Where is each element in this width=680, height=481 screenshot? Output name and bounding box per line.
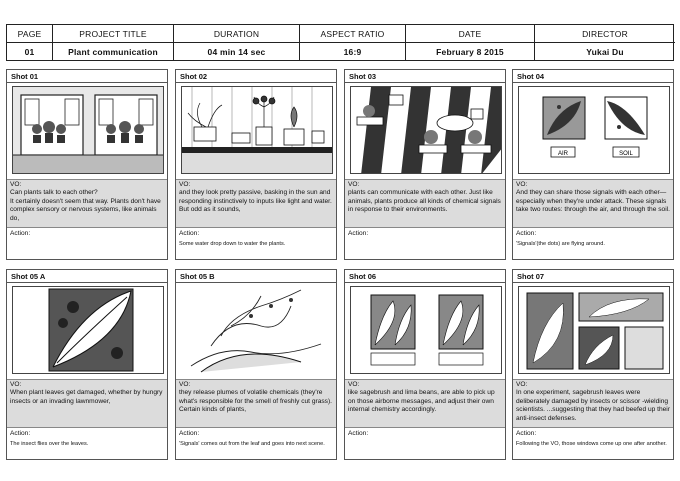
- shot-sketch-damaged-leaves: [12, 286, 164, 374]
- shot-title: Shot 06: [345, 270, 505, 283]
- shot-panel: [512, 269, 674, 460]
- header-value-date: February 8 2015: [406, 43, 535, 61]
- sketch-label-air: AIR: [557, 151, 569, 157]
- shot-voiceover: [176, 179, 336, 228]
- shot-voiceover: [513, 179, 673, 228]
- shot-panel: [512, 69, 674, 260]
- action-text: 'Signals' comes out from the leaf and goes into next scene.: [179, 441, 325, 447]
- action-label: Action:: [348, 230, 369, 237]
- vo-text: and they look pretty passive, basking in the sun and responding instinctively to inputs like light and water. But odd as it sounds,: [179, 189, 332, 214]
- header-label-date: DATE: [406, 25, 535, 43]
- vo-text: When plant leaves get damaged, whether by hungry insects or an invading lawnmower,: [10, 389, 163, 405]
- shot-action: [7, 429, 167, 459]
- action-label: Action:: [10, 430, 31, 437]
- header-value-director: Yukai Du: [586, 47, 624, 57]
- vo-label: VO:: [516, 381, 528, 388]
- action-label: Action:: [10, 230, 31, 237]
- storyboard-header: [6, 24, 674, 61]
- vo-text: like sagebrush and lima beans, are able to pick up on those airborne messages, and adjust their own internal chemistry accordingly.: [348, 389, 495, 414]
- shot-panel: [6, 69, 168, 260]
- shot-voiceover: [7, 379, 167, 428]
- shot-title: Shot 04: [513, 70, 673, 83]
- header-label-director: DIRECTOR: [535, 25, 675, 43]
- shot-voiceover: [345, 179, 505, 228]
- shot-sketch-multiple-windows: [518, 286, 670, 374]
- shot-action: [513, 229, 673, 259]
- header-value-aspect-ratio: 16:9: [300, 43, 406, 61]
- shot-sketch-plant-shelves: [350, 86, 502, 174]
- action-label: Action:: [179, 430, 200, 437]
- header-label-project-title: PROJECT TITLE: [53, 25, 174, 43]
- header-value-duration: 04 min 14 sec: [174, 43, 300, 61]
- vo-label: VO:: [348, 381, 360, 388]
- shot-panel: [175, 69, 337, 260]
- shot-action: [176, 229, 336, 259]
- shot-title: Shot 02: [176, 70, 336, 83]
- vo-text: plants can communicate with each other. Just like animals, plants produce all kinds of chemical signals in response to their environments.: [348, 189, 501, 214]
- shot-panel: [344, 69, 506, 260]
- shot-action: [7, 229, 167, 259]
- shot-panel: [175, 269, 337, 460]
- vo-text: they release plumes of volatile chemicals (they're what's responsible for the smell of freshly cut grass). Certain kinds of plants,: [179, 389, 332, 414]
- shot-action: [513, 429, 673, 459]
- vo-text: In one experiment, sagebrush leaves were deliberately damaged by insects or scissor -wielding scientists. ...suggesting that they had beefed up their anti-insect defenses.: [516, 389, 670, 422]
- action-text: Some water drop down to water the plants.: [179, 241, 286, 247]
- action-label: Action:: [348, 430, 369, 437]
- header-label-duration: DURATION: [174, 25, 300, 43]
- shot-sketch-windows: [12, 86, 164, 174]
- vo-text: And they can share those signals with each other—especially when they're under attack. These signals take two routes: through the air, and through the soil.: [516, 189, 670, 214]
- vo-label: VO:: [179, 181, 191, 188]
- action-label: Action:: [516, 430, 537, 437]
- shot-title: Shot 07: [513, 270, 673, 283]
- vo-label: VO:: [348, 181, 360, 188]
- shot-sketch-two-windows: [350, 286, 502, 374]
- shot-sketch-chemical-plumes: [181, 286, 333, 374]
- action-label: Action:: [516, 230, 537, 237]
- shot-sketch-potted-plants: [181, 86, 333, 174]
- vo-label: VO:: [179, 381, 191, 388]
- vo-label: VO:: [10, 181, 22, 188]
- shot-panel: [344, 269, 506, 460]
- shot-title: Shot 05 B: [176, 270, 336, 283]
- shot-action: [345, 229, 505, 259]
- header-value-page: 01: [7, 43, 53, 61]
- shot-title: Shot 03: [345, 70, 505, 83]
- action-text: The insect flies over the leaves.: [10, 441, 89, 447]
- action-text: Following the VO, those windows come up one after another.: [516, 441, 667, 447]
- vo-text: Can plants talk to each other? It certainly doesn't seem that way. Plants don't have complex sensory or nervous systems, like animals do,: [10, 189, 161, 222]
- shot-action: [176, 429, 336, 459]
- action-label: Action:: [179, 230, 200, 237]
- header-value-project-title: Plant communication: [53, 43, 174, 61]
- shot-voiceover: [513, 379, 673, 428]
- shot-voiceover: [345, 379, 505, 428]
- sketch-label-soil: SOIL: [619, 151, 633, 157]
- action-text: 'Signals'(the dots) are flying around.: [516, 241, 605, 247]
- vo-label: VO:: [10, 381, 22, 388]
- header-label-aspect-ratio: ASPECT RATIO: [300, 25, 406, 43]
- shot-voiceover: [7, 179, 167, 228]
- shot-voiceover: [176, 379, 336, 428]
- shot-title: Shot 01: [7, 70, 167, 83]
- shot-sketch-air-soil: [518, 86, 670, 174]
- shot-title: Shot 05 A: [7, 270, 167, 283]
- shot-action: [345, 429, 505, 459]
- vo-label: VO:: [516, 181, 528, 188]
- shot-panel: [6, 269, 168, 460]
- header-label-page: PAGE: [7, 25, 53, 43]
